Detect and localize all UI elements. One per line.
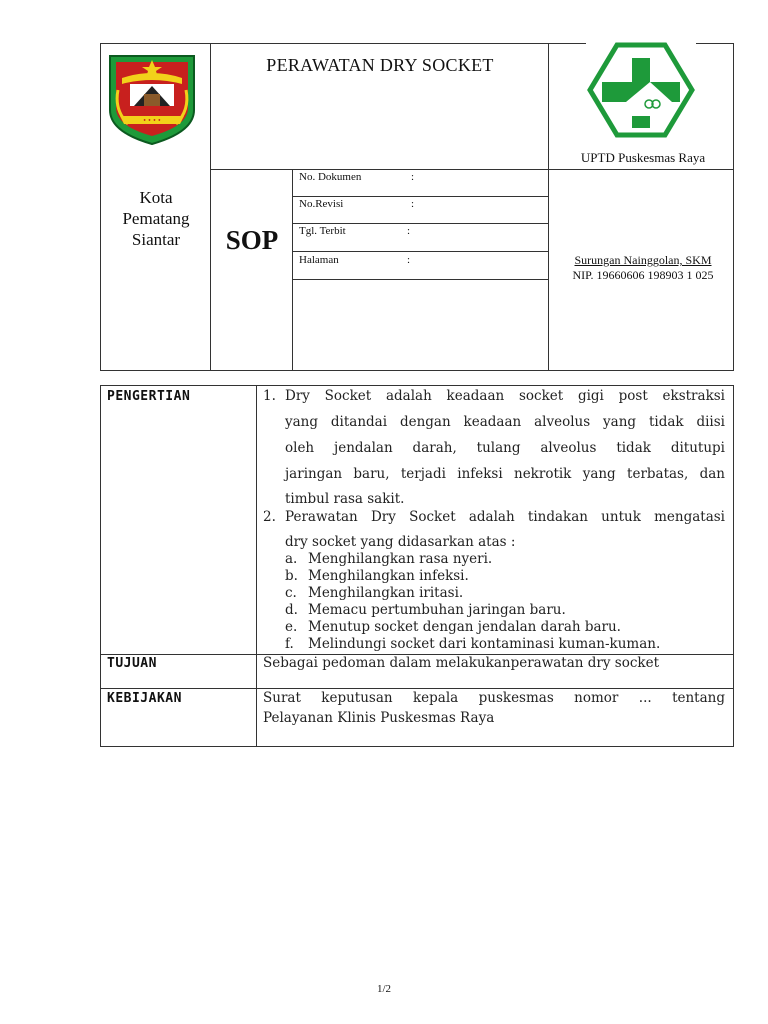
kebijakan-label: KEBIJAKAN: [107, 691, 182, 706]
subitem-letter: a.: [285, 551, 298, 567]
header-divider: [210, 169, 734, 170]
body-column-divider: [256, 385, 257, 747]
pengertian-item2-line: Perawatan Dry Socket adalah tindakan untuk mengatasi: [285, 509, 725, 525]
meta-separator: :: [407, 254, 411, 266]
subitem-letter: f.: [285, 636, 294, 652]
meta-separator: :: [411, 198, 415, 210]
subitem-text: Memacu pertumbuhan jaringan baru.: [308, 602, 566, 618]
meta-row-divider: [292, 251, 548, 252]
document-title: PERAWATAN DRY SOCKET: [266, 55, 494, 75]
header-divider: [548, 43, 549, 371]
city-crest-logo: [104, 50, 200, 148]
pengertian-item1-line: jaringan baru, terjadi infeksi nekrotik yang terbatas, dan: [285, 466, 725, 482]
meta-separator: :: [411, 171, 415, 183]
signer-block: [552, 253, 734, 283]
header-divider: [210, 43, 211, 371]
city-line: Siantar: [131, 230, 181, 249]
subitem-text: Menghilangkan infeksi.: [308, 568, 469, 584]
kebijakan-line: Pelayanan Klinis Puskesmas Raya: [263, 710, 495, 726]
meta-label-no-revisi: No.Revisi: [299, 198, 344, 210]
svg-text:• • • •: • • • •: [142, 118, 162, 124]
meta-label-halaman: Halaman: [299, 254, 339, 266]
item-number: 1.: [263, 388, 276, 404]
tujuan-label: TUJUAN: [107, 656, 157, 671]
meta-label-no-dokumen: No. Dokumen: [299, 171, 362, 183]
meta-separator: :: [407, 225, 411, 237]
signer-name: Surungan Nainggolan, SKM: [574, 253, 712, 267]
header-divider: [292, 169, 293, 371]
meta-row-divider: [292, 223, 548, 224]
item-number: 2.: [263, 509, 276, 525]
city-name: [104, 187, 208, 250]
meta-label-tgl-terbit: Tgl. Terbit: [299, 225, 346, 237]
sop-label: SOP: [225, 225, 279, 255]
kebijakan-line: Surat keputusan kepala puskesmas nomor ... tentang: [263, 690, 725, 706]
pengertian-item1-line: oleh jendalan darah, tulang alveolus tidak ditutupi: [285, 440, 725, 456]
subitem-letter: b.: [285, 568, 298, 584]
city-line: Pematang: [122, 209, 190, 228]
signer-nip: NIP. 19660606 198903 1 025: [572, 268, 714, 282]
pengertian-item1-line: timbul rasa sakit.: [285, 491, 405, 507]
body-row-divider: [100, 688, 734, 689]
pengertian-item1-line: Dry Socket adalah keadaan socket gigi post ekstraksi: [285, 388, 725, 404]
pengertian-label: PENGERTIAN: [107, 389, 191, 404]
meta-row-divider: [292, 279, 548, 280]
puskesmas-logo: [586, 42, 696, 138]
subitem-letter: e.: [285, 619, 298, 635]
pengertian-item2-line: dry socket yang didasarkan atas :: [285, 534, 516, 550]
subitem-text: Menghilangkan rasa nyeri.: [308, 551, 493, 567]
page-number: 1/2: [376, 983, 392, 995]
subitem-text: Menghilangkan iritasi.: [308, 585, 464, 601]
city-line: Kota: [139, 188, 173, 207]
tujuan-text: Sebagai pedoman dalam melakukanperawatan dry socket: [263, 655, 659, 671]
subitem-text: Menutup socket dengan jendalan darah baru.: [308, 619, 621, 635]
subitem-letter: c.: [285, 585, 297, 601]
meta-row-divider: [292, 196, 548, 197]
puskesmas-name: UPTD Puskesmas Raya: [580, 150, 706, 165]
subitem-letter: d.: [285, 602, 298, 618]
pengertian-item1-line: yang ditandai dengan keadaan alveolus yang tidak diisi: [285, 414, 725, 430]
subitem-text: Melindungi socket dari kontaminasi kuman-kuman.: [308, 636, 661, 652]
